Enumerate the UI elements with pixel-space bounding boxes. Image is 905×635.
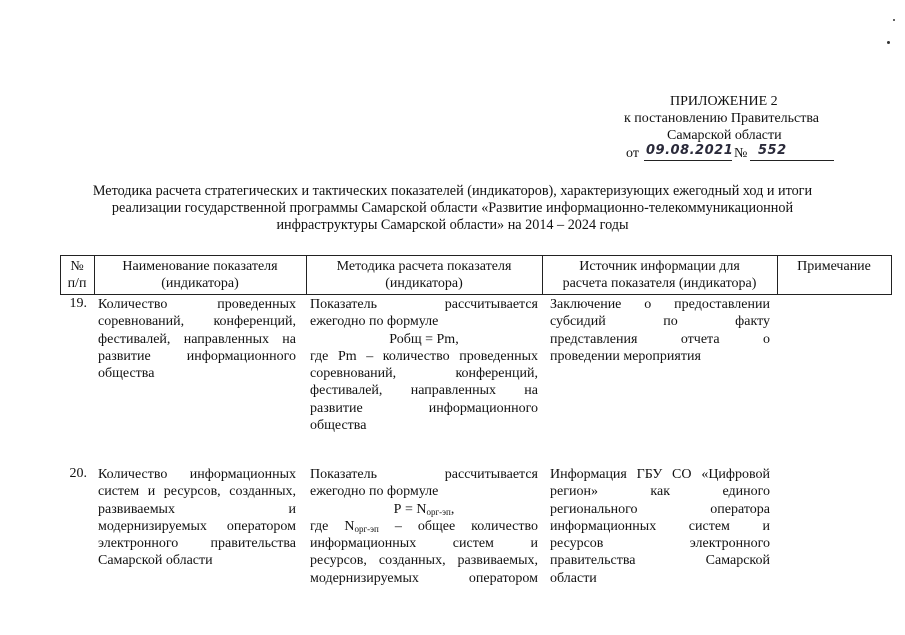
appendix-line-2: Самарской области [667, 128, 782, 143]
table-cell-line: Количество проведенных [98, 297, 296, 312]
table-cell-line: регионального оператора [550, 501, 770, 517]
header-calculation-method [306, 259, 542, 292]
table-cell-line: электронного правительства [98, 536, 296, 552]
appendix-line-1: к постановлению Правительства [624, 111, 820, 126]
table-cell-line: Количество информационных [98, 467, 296, 482]
number-label: № [734, 146, 748, 161]
table-cell-line: Показатель рассчитывается [310, 297, 538, 312]
scan-speck [887, 41, 890, 44]
header-information-source-line-2: расчета показателя (индикатора) [562, 275, 757, 291]
row-19-formula: Робщ = Pm, [389, 331, 459, 347]
header-information-source [542, 259, 777, 292]
date-underline [644, 160, 732, 161]
table-cell-line: развитие информационного [98, 348, 296, 364]
row-20-information-source [550, 466, 770, 587]
table-cell-line: представления отчета о [550, 331, 770, 347]
table-cell-line: ресурсов, созданных, развиваемых, [310, 553, 538, 569]
table-cell-line: фестивалей, направленных на [310, 383, 538, 399]
header-num-line-2: п/п [67, 275, 87, 291]
table-cell-line: соревнований, конференций, [98, 314, 296, 330]
row-19-indicator-name [98, 296, 296, 382]
table-cell-line: развитие информационного [310, 400, 538, 416]
header-num [60, 259, 94, 292]
table-cell-line: модернизируемых оператором [98, 518, 296, 534]
table-cell-line: модернизируемых оператором [310, 570, 538, 586]
table-cell-line: общества [98, 366, 155, 382]
where-rest: – общее количество [378, 518, 538, 534]
table-cell-line: проведении мероприятия [550, 348, 701, 364]
formula-end: , [450, 501, 455, 517]
table-cell-line: Показатель рассчитывается [310, 467, 538, 482]
document-title-line-1: Методика расчета стратегических и тактических показателей (индикаторов), характеризующих ежегодный ход и итоги [92, 183, 813, 199]
row-20-formula [310, 501, 538, 518]
row-20-number: 20. [69, 466, 87, 481]
table-top-border [60, 255, 892, 256]
table-cell-line: ресурсов электронного [550, 536, 770, 552]
formula-main: Р = N [393, 501, 427, 517]
scan-speck [893, 19, 895, 21]
table-cell-line: фестивалей, направленных на [98, 331, 296, 347]
table-cell-line [310, 518, 538, 535]
handwritten-date: 09.08.2021 [646, 143, 734, 158]
header-indicator-name-line-2: (индикатора) [161, 275, 239, 291]
table-cell-line: систем и ресурсов, созданных, [98, 484, 296, 500]
table-cell-line: правительства Самарской [550, 553, 770, 569]
handwritten-number: 552 [758, 143, 787, 158]
header-calculation-method-line-1: Методика расчета показателя [336, 259, 512, 274]
table-cell-line: Заключение о предоставлении [550, 297, 770, 312]
table-cell-line: регион» как единого [550, 484, 770, 500]
document-title-line-3: инфраструктуры Самарской области» на 2014 – 2024 годы [276, 217, 629, 233]
appendix-from-label: от [626, 146, 639, 161]
table-col-border [891, 255, 892, 295]
where-subscript: орг-эп [354, 523, 379, 534]
row-19-calculation-method [310, 296, 538, 434]
header-information-source-line-1: Источник информации для [579, 259, 740, 274]
table-cell-line: развиваемых и [98, 501, 296, 517]
formula-subscript: орг-эп [426, 506, 451, 517]
table-cell-line: ежегодно по формуле [310, 314, 439, 330]
row-20-calculation-method [310, 466, 538, 587]
header-note-label: Примечание [797, 259, 871, 274]
table-cell-line: ежегодно по формуле [310, 484, 439, 500]
header-num-line-1: № [70, 259, 84, 274]
header-note [777, 259, 891, 276]
table-cell-line: информационных систем и [310, 536, 538, 552]
header-indicator-name [94, 259, 306, 292]
row-19-number: 19. [69, 296, 87, 311]
where-prefix: где N [310, 518, 355, 534]
table-cell-line: информационных систем и [550, 518, 770, 534]
table-cell-line: субсидий по факту [550, 314, 770, 330]
table-cell-line: Самарской области [98, 553, 213, 569]
appendix-title: ПРИЛОЖЕНИЕ 2 [670, 94, 778, 109]
header-indicator-name-line-1: Наименование показателя [122, 259, 278, 274]
table-cell-line: области [550, 570, 597, 586]
row-19-information-source [550, 296, 770, 365]
number-underline [750, 160, 834, 161]
table-cell-line: общества [310, 418, 367, 434]
document-title-line-2: реализации государственной программы Самарской области «Развитие информационно-телекоммуникационной [111, 200, 794, 216]
table-cell-line: где Pm – количество проведенных [310, 348, 538, 364]
table-cell-line: Информация ГБУ СО «Цифровой [550, 467, 770, 482]
table-header-bottom-border [60, 294, 892, 295]
header-calculation-method-line-2: (индикатора) [385, 275, 463, 291]
table-cell-line: соревнований, конференций, [310, 366, 538, 382]
row-20-indicator-name [98, 466, 296, 570]
